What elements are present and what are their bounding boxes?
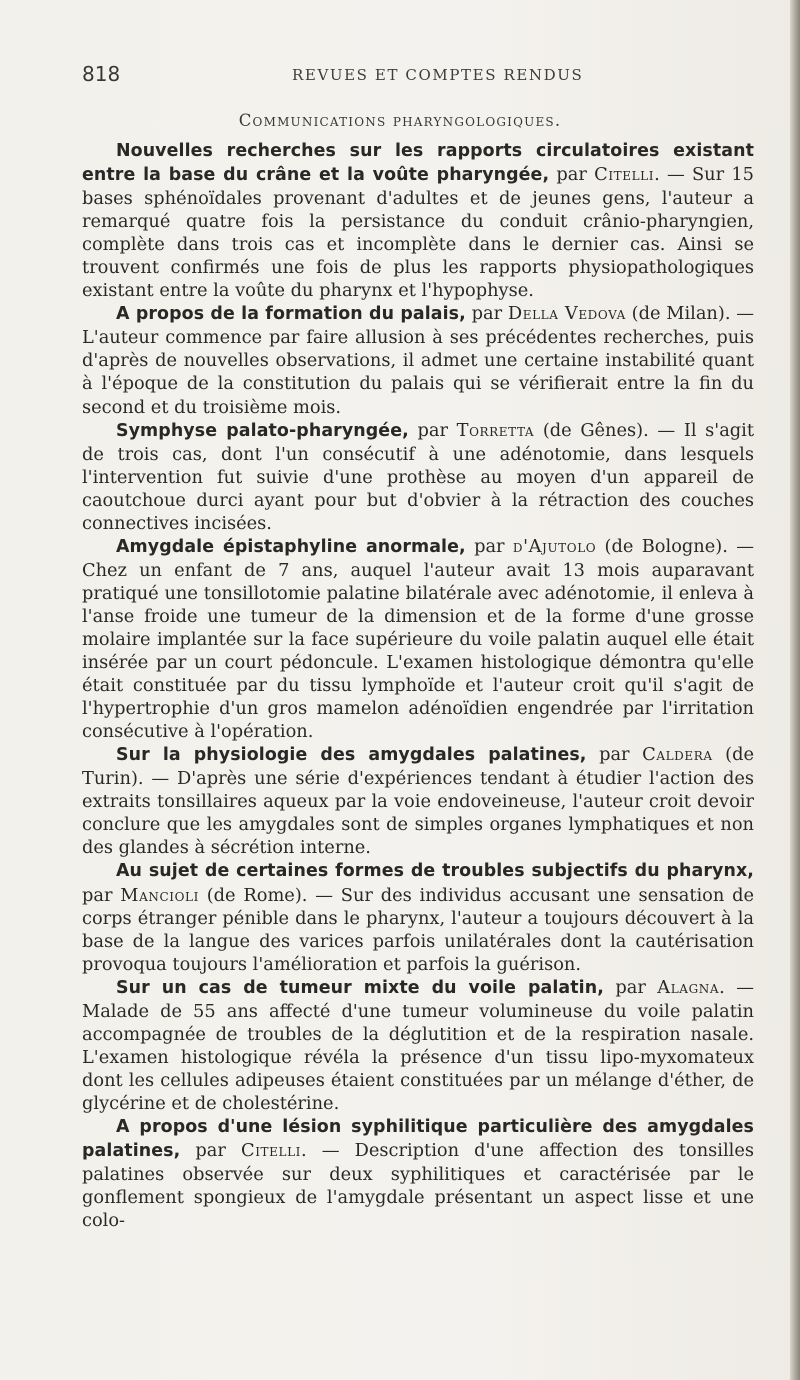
entry-author: Alagna [657,976,720,998]
running-head: REVUES ET COMPTES RENDUS [292,66,584,84]
entry-title: Au sujet de certaines formes de troubles subjectifs du pharynx, [116,861,754,882]
entry-title: Symphyse palato-pharyngée, [116,420,409,441]
page-header [82,62,742,92]
entry-text: (de Bologne). — Chez un enfant de 7 ans, auquel l'auteur avait 13 mois auparavant pratiqué une tonsillotomie palatine bilatérale avec adénotomie, il enleva à l'anse froide une tumeur de la dimension et de la forme d'une grosse molaire implantée sur la face supérieure du voile palatin auquel elle était insérée par un court pédoncule. L'examen histologique démontra qu'elle était constituée par du tissu lymphoïde et l'auteur croit qu'il s'agit de l'hypertrophie d'un gros mamelon adénoïdien engendrée par l'irritation consécutive à l'opération. [82,535,754,743]
entry-title: Amygdale épistaphyline anormale, [116,536,466,557]
entry-author: Della Vedova [507,303,626,325]
entry-title: A propos d'une lésion syphilitique particulière des amygdales palatines, [82,1116,754,1162]
entry-author: Citelli [241,1140,301,1162]
section-heading: Communications pharyngologiques. [238,111,562,130]
entry-author: Mancioli [120,884,199,906]
entry-text: (de Rome). — Sur des individus accusant une sensation de corps étranger pénible dans le pharynx, l'auteur a toujours découvert à la base de la langue des varices parfois unilatérales dont la cautérisation provoqua toujours l'amélioration et parfois la guérison. [82,884,755,975]
entry-by: par [599,744,630,766]
entry-by: par [615,976,646,998]
entry-text: . — Sur 15 bases sphénoïdales provenant d'adultes et de jeunes gens, l'auteur a remarqué quatre fois la persistance du conduit crânio-pharyngien, complète dans trois cas et incomplète dans le dernier cas. Ainsi se trouvent confirmés une fois de plus les rapports physiopathologiques existant entre la voûte du pharynx et l'hypophyse. [82,164,754,302]
entry-ajutolo [82,535,754,743]
entry-by: par [195,1140,226,1162]
entry-citelli-circulatoires [82,139,754,302]
entry-alagna [82,976,754,1115]
page-edge [790,0,800,1380]
entry-mancioli [82,859,754,975]
entry-della-vedova [82,302,754,418]
entry-citelli-syphilitique [82,1115,754,1232]
entry-author: d'Ajutolo [512,535,597,557]
entry-text: . — Malade de 55 ans affecté d'une tumeur volumineuse du voile palatin accompagnée de troubles de la déglutition et de la respiration nasale. L'examen histologique révéla la présence d'un tissu lipo-myxomateux dont les cellules adipeuses étaient constituées par un mélange d'éther, de glycérine et de cholestérine. [82,976,754,1114]
entry-text: (de Milan). — L'auteur commence par faire allusion à ses précédentes recherches, puis d'après de nouvelles observations, il admet une certaine instabilité quant à l'époque de la constitution du palais qui se vérifierait entre la fin du second et du troisième mois. [82,303,755,418]
entry-by: par [556,164,587,186]
entry-author: Caldera [642,744,713,766]
entry-by: par [82,884,113,906]
entry-title: Sur la physiologie des amygdales palatines, [116,745,587,766]
page-number: 818 [82,62,121,86]
entry-text: (de Turin). — D'après une série d'expériences tendant à étudier l'action des extraits tonsillaires aqueux par la voie endoveineuse, l'auteur croit devoir conclure que les amygdales sont de simples organes lymphatiques et non des glandes à sécrétion interne. [82,744,755,859]
article-body [82,139,754,1232]
entry-torretta [82,419,754,535]
entry-by: par [471,303,503,325]
entry-title: Nouvelles recherches sur les rapports circulatoires existant entre la base du crâne et la voûte pharyngée, [82,141,754,186]
entry-author: Torretta [456,419,535,441]
entry-caldera [82,743,754,859]
entry-title: Sur un cas de tumeur mixte du voile palatin, [116,977,604,998]
entry-text: . — Description d'une affection des tonsilles palatines observée sur deux syphilitiques et caractérisée par le gonflement spongieux de l'amygdale présentant un aspect lisse et une colo- [82,1140,755,1232]
entry-by: par [417,419,448,441]
entry-by: par [474,535,505,557]
entry-title: A propos de la formation du palais, [116,304,466,325]
entry-author: Citelli [594,164,655,186]
entry-text: (de Gênes). — Il s'agit de trois cas, dont l'un consécutif à une adénotomie, dans lesquels l'intervention fut suivie d'une prothèse au moyen d'un appareil de caoutchoue durci ayant pour but d'obvier à la rétraction des couches connectives incisées. [82,419,755,534]
